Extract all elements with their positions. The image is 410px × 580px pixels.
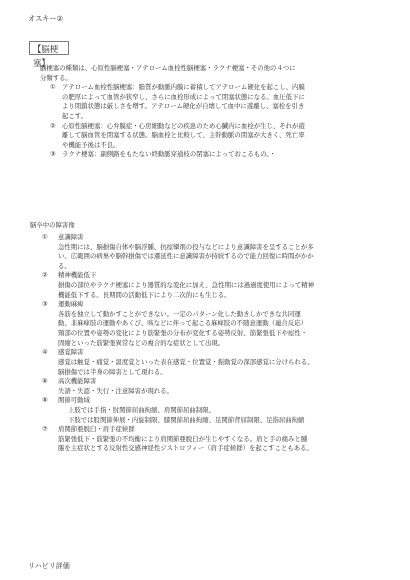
impairment-body [58, 281, 382, 300]
text-line: 上肢では手指・肘関節屈曲拘縮、肩関節屈曲制限、 [68, 405, 215, 414]
impairment-heading [42, 396, 382, 406]
impairment-title: 精神機能低下 [58, 271, 97, 280]
text-line: 脹を主症状とする反射性交感神経性ジストロフィー（肩手症候群）を起こすこともある。 [58, 444, 313, 453]
section-title-box: 【脳梗塞】 [29, 41, 69, 55]
intro-line: 分類する。 [40, 73, 72, 82]
text-line: 心原性脳梗塞：心弁膜症・心房細動などの疾患のため心臓内に血栓が生じ、それが遊 [62, 121, 305, 130]
item-number: ③ [42, 300, 48, 309]
item-number: ② [42, 271, 48, 280]
impairment-title: 高次機能障害 [58, 377, 97, 386]
type-item [50, 150, 390, 160]
item-number: ② [50, 121, 56, 130]
text-line: 起こす。 [62, 112, 88, 121]
item-number: ⑦ [42, 425, 48, 434]
type-item [50, 122, 390, 151]
text-line: 離して脳血管を閉塞する状態。脳血栓と比較して、主幹動脈の閉塞が大きく、死亡率 [62, 131, 305, 140]
text-line: 急性期には、脳損傷自体や脳浮腫、抗痙攣剤の投与などにより意識障害を呈することが多 [58, 242, 314, 251]
item-text [62, 122, 390, 151]
impairment-body [58, 358, 382, 377]
text-line: 失語・失認・失行・注意障害が現れる。 [58, 386, 174, 395]
text-line: 頸部の位置や姿勢の変化により筋緊張の分布が変化する姿勢反射、筋緊張低下や痙性・ [58, 329, 308, 338]
impairment-heading [42, 348, 382, 358]
impairment-title: 意識障害 [58, 233, 84, 241]
impairments-title: 脳卒中の障害像 [30, 221, 75, 229]
text-line: の肥厚によって血管が狭窄し、さらに血栓形成によって閉塞状態になる。血圧低下に [62, 92, 305, 101]
impairment-body [58, 243, 382, 272]
text-line: 固縮といった筋緊張異常などの複合的な症状として出現。 [58, 338, 225, 347]
impairment-heading [42, 271, 382, 281]
item-number: ③ [50, 150, 56, 159]
text-line: る。 [58, 261, 71, 270]
text-line: アテローム血栓性脳梗塞：脂質が動脈内膜に蓄積してアテローム硬化を起こし、内膜 [62, 83, 305, 92]
impairment-heading [42, 377, 382, 387]
text-line: より閉鎖状態は厳しさを増す。アテローム硬化が自壊して血中に遊離し、塞栓を引き [62, 102, 305, 111]
text-line: 動、非麻痺肢の運動やあくび、咳などに伴って起こる麻痺肢の不随意運動（連合反応） [58, 319, 307, 328]
impairment-heading [42, 300, 382, 310]
page-header: オスキー② [28, 14, 64, 23]
text-line: 機能低下する。長期間の活動低下により二次的にも生じる。 [58, 290, 231, 299]
item-text [62, 83, 390, 121]
intro-line: 脳梗塞の種類は、心原性脳梗塞・アテローム血栓性脳梗塞・ラクナ梗塞・その他の４つに [40, 64, 296, 72]
stroke-types-section [40, 64, 390, 160]
type-item [50, 83, 390, 121]
item-number: ⑧ [42, 396, 48, 405]
text-line: や機能予後は不良。 [62, 140, 120, 149]
impairment-title: 運動麻痺 [58, 300, 84, 309]
item-number: ④ [42, 348, 48, 357]
impairment-title: 関節可動域 [58, 396, 90, 405]
page-footer: リハビリ評価 [28, 562, 70, 570]
impairment-body [68, 406, 382, 425]
text-line: 感覚は触覚・痛覚・温度覚といった表在感覚・位置覚・振動覚の深部感覚に分けられる。 [58, 357, 314, 366]
impairment-title: 感覚障害 [58, 348, 84, 357]
impairment-heading [42, 425, 382, 435]
text-line: 損傷の部位やラクナ梗塞により器質的な変化に加え、急性期には過過度使用によって精神 [58, 281, 315, 290]
impairment-heading [42, 233, 382, 243]
impairments-section [42, 233, 382, 454]
impairment-body [58, 310, 382, 348]
item-number: ① [50, 83, 56, 92]
item-number: ① [42, 233, 48, 241]
impairment-body [58, 387, 382, 397]
text-line: 下肢では股関節伸展・内旋制限、膝関節屈曲拘縮、足関節背屈制限、足指屈曲拘縮 [68, 415, 305, 424]
text-line: い。広範囲の病巣や脳幹損傷では遷延性に意識障害が持続するので能力回復に時間がかか [58, 252, 314, 261]
impairment-title: 肩関節亜脱臼・肩手症候群 [58, 425, 135, 434]
text-line: ラクナ梗塞：副側路をもたない終動脈穿通枝の閉塞によっておこるもの。・ [62, 150, 276, 159]
text-line: 脳損傷では半身の障害として現れる。 [58, 367, 167, 376]
text-line: 各筋を独立して動かすことができない。一定のパターン化した動きしかできな共同運 [58, 309, 301, 318]
impairment-body [58, 435, 382, 454]
item-number: ⑥ [42, 377, 48, 386]
item-text [62, 150, 390, 160]
text-line: 筋緊張低下・筋緊張の不均衡により肩関節亜脱臼が生じやすくなる。肩と手の痛みと腫 [58, 434, 308, 443]
